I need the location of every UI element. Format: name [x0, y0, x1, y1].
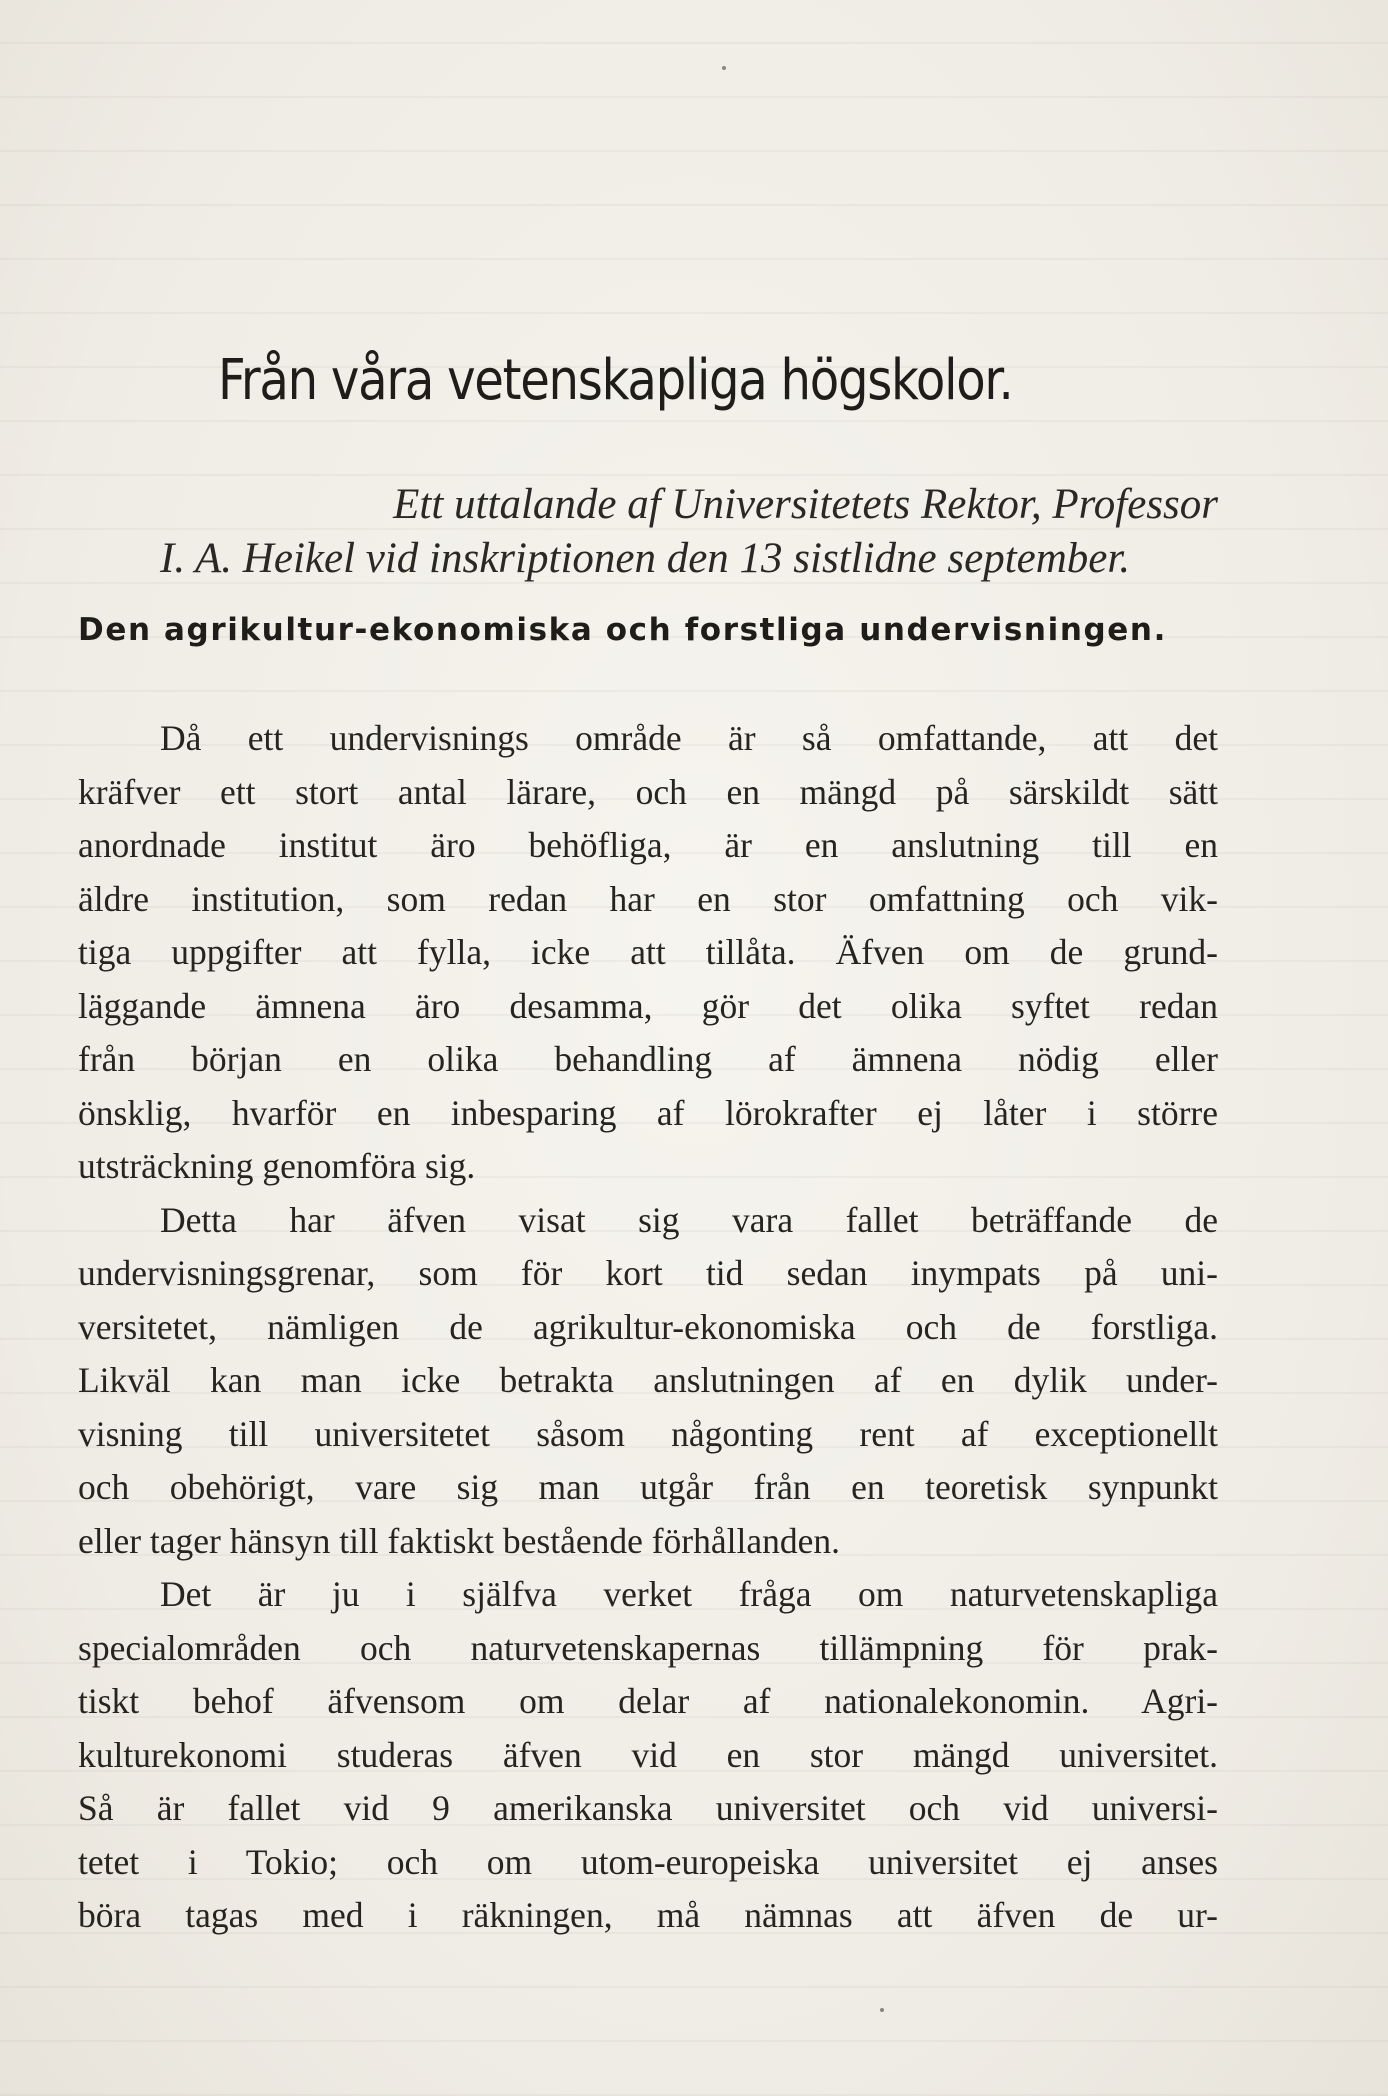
body-line: utsträckning genomföra sig. [78, 1146, 476, 1186]
body-line: böra tagas med i räkningen, må nämnas att äfven de ur- [78, 1895, 1218, 1935]
body-line: Då ett undervisnings område är så omfattande, att det [160, 718, 1218, 758]
body-line: kräfver ett stort antal lärare, och en mängd på särskildt sätt [78, 771, 1218, 812]
subtitle-line: Ett uttalande af Universitetets Rektor, Professor [393, 481, 1218, 528]
body-line: versitetet, nämligen de agrikultur-ekonomiska och de forstliga. [78, 1306, 1218, 1347]
body-line: Det är ju i själfva verket fråga om naturvetenskapliga [160, 1574, 1218, 1614]
body-line: Likväl kan man icke betrakta anslutningen af en dylik under- [78, 1360, 1218, 1400]
article-title: Från våra vetenskapliga högskolor. [218, 348, 1013, 413]
subtitle-line: I. A. Heikel vid inskriptionen den 13 sistlidne september. [160, 535, 1131, 582]
body-line: tetet i Tokio; och om utom-europeiska universitet ej anses [78, 1841, 1218, 1882]
body-line: Så är fallet vid 9 amerikanska universitet och vid universi- [78, 1788, 1218, 1828]
body-line: undervisningsgrenar, som för kort tid sedan inympats på uni- [78, 1253, 1218, 1293]
speck-top [722, 66, 726, 70]
section-heading: Den agrikultur-ekonomiska och forstliga undervisningen. [78, 612, 1167, 648]
body-line: visning till universitetet såsom någonting rent af exceptionellt [78, 1413, 1218, 1454]
body-line: tiga uppgifter att fylla, icke att tillåta. Äfven om de grund- [78, 932, 1218, 972]
body-line: önsklig, hvarför en inbesparing af lörokrafter ej låter i större [78, 1092, 1218, 1133]
body-line: specialområden och naturvetenskapernas tillämpning för prak- [78, 1627, 1218, 1668]
speck-bottom [880, 2008, 884, 2012]
body-line: från början en olika behandling af ämnena nödig eller [78, 1039, 1218, 1079]
body-line: eller tager hänsyn till faktiskt bestående förhållanden. [78, 1520, 840, 1561]
body-line: och obehörigt, vare sig man utgår från en teoretisk synpunkt [78, 1467, 1218, 1507]
body-text [78, 712, 1218, 1943]
body-line: anordnade institut äro behöfliga, är en anslutning till en [78, 825, 1218, 865]
body-line: läggande ämnena äro desamma, gör det olika syftet redan [78, 985, 1218, 1026]
body-line: äldre institution, som redan har en stor omfattning och vik- [78, 878, 1218, 919]
body-line: tiskt behof äfvensom om delar af nationalekonomin. Agri- [78, 1681, 1218, 1721]
body-line: kulturekonomi studeras äfven vid en stor mängd universitet. [78, 1734, 1218, 1775]
article-subtitle [160, 478, 1218, 586]
body-line: Detta har äfven visat sig vara fallet beträffande de [160, 1199, 1218, 1240]
